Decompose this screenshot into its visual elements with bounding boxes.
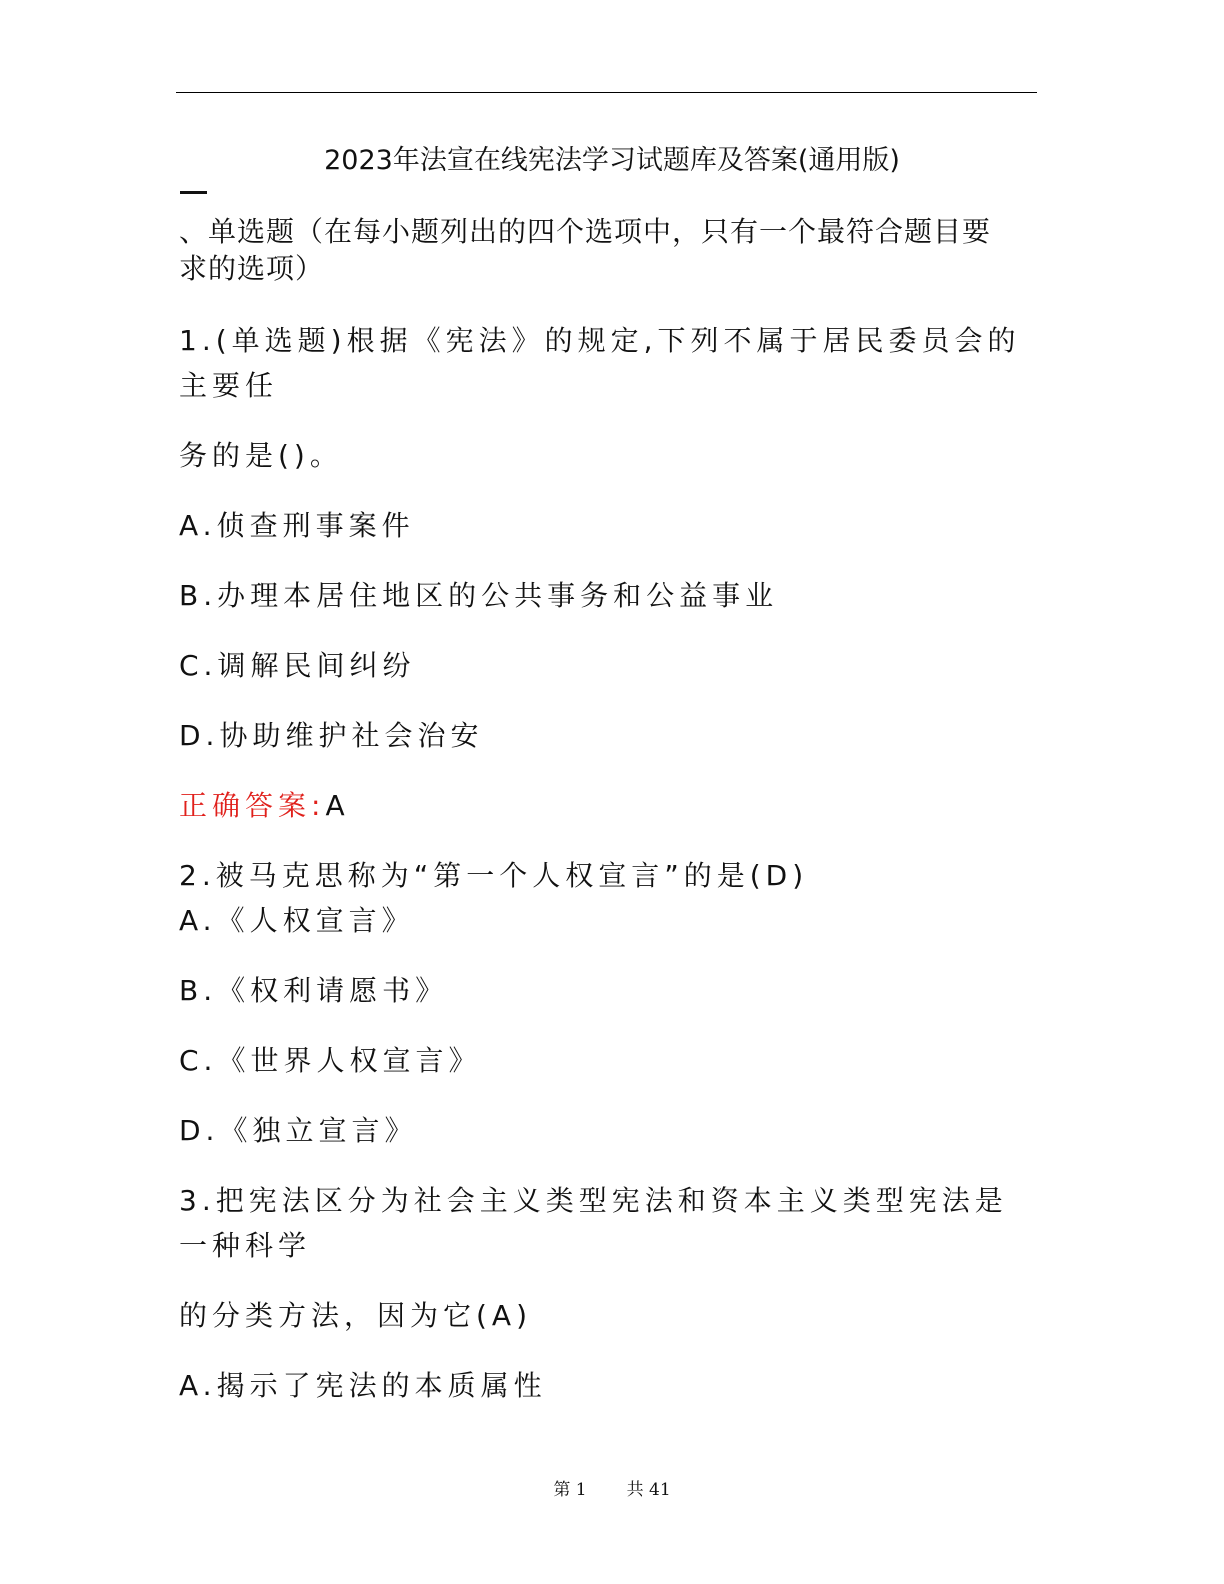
header-rule xyxy=(176,92,1037,93)
question-1-option-b: B.办理本居住地区的公共事务和公益事业 xyxy=(179,579,779,612)
question-1-option-d: D.协助维护社会治安 xyxy=(179,719,484,752)
answer-value: A xyxy=(325,789,350,822)
question-2-option-d: D.《独立宣言》 xyxy=(179,1114,418,1147)
question-2-option-b: B.《权利请愿书》 xyxy=(179,974,449,1007)
question-1-option-a: A.侦查刑事案件 xyxy=(179,509,415,542)
question-2-option-c: C.《世界人权宣言》 xyxy=(179,1044,482,1077)
page-number: 第 1 xyxy=(553,1480,587,1500)
section-intro-line-1: 、单选题（在每小题列出的四个选项中，只有一个最符合题目要 xyxy=(179,215,992,248)
question-3-stem-line-3: 的分类方法，因为它(A) xyxy=(179,1299,533,1332)
question-1-option-c: C.调解民间纠纷 xyxy=(179,649,416,682)
question-1-stem-line-3: 务的是()。 xyxy=(179,439,343,472)
page-footer xyxy=(0,1475,1224,1500)
answer-label: 正确答案: xyxy=(179,789,326,822)
question-2-option-a: A.《人权宣言》 xyxy=(179,904,415,937)
question-1-answer xyxy=(179,788,350,824)
question-3-option-a: A.揭示了宪法的本质属性 xyxy=(179,1369,547,1402)
page-total: 共 41 xyxy=(626,1480,671,1500)
section-number-dash xyxy=(180,191,207,194)
question-2-stem: 2.被马克思称为“第一个人权宣言”的是(D) xyxy=(179,859,809,892)
document-title: 2023年法宣在线宪法学习试题库及答案(通用版) xyxy=(324,145,900,176)
section-intro-line-2: 求的选项） xyxy=(179,252,325,285)
question-3-stem-line-1: 3.把宪法区分为社会主义类型宪法和资本主义类型宪法是 xyxy=(179,1184,1008,1217)
question-1-stem-line-2: 主要任 xyxy=(179,369,279,402)
question-1-stem-line-1: 1.(单选题)根据《宪法》的规定,下列不属于居民委员会的 xyxy=(179,324,1021,357)
question-3-stem-line-2: 一种科学 xyxy=(179,1229,312,1262)
